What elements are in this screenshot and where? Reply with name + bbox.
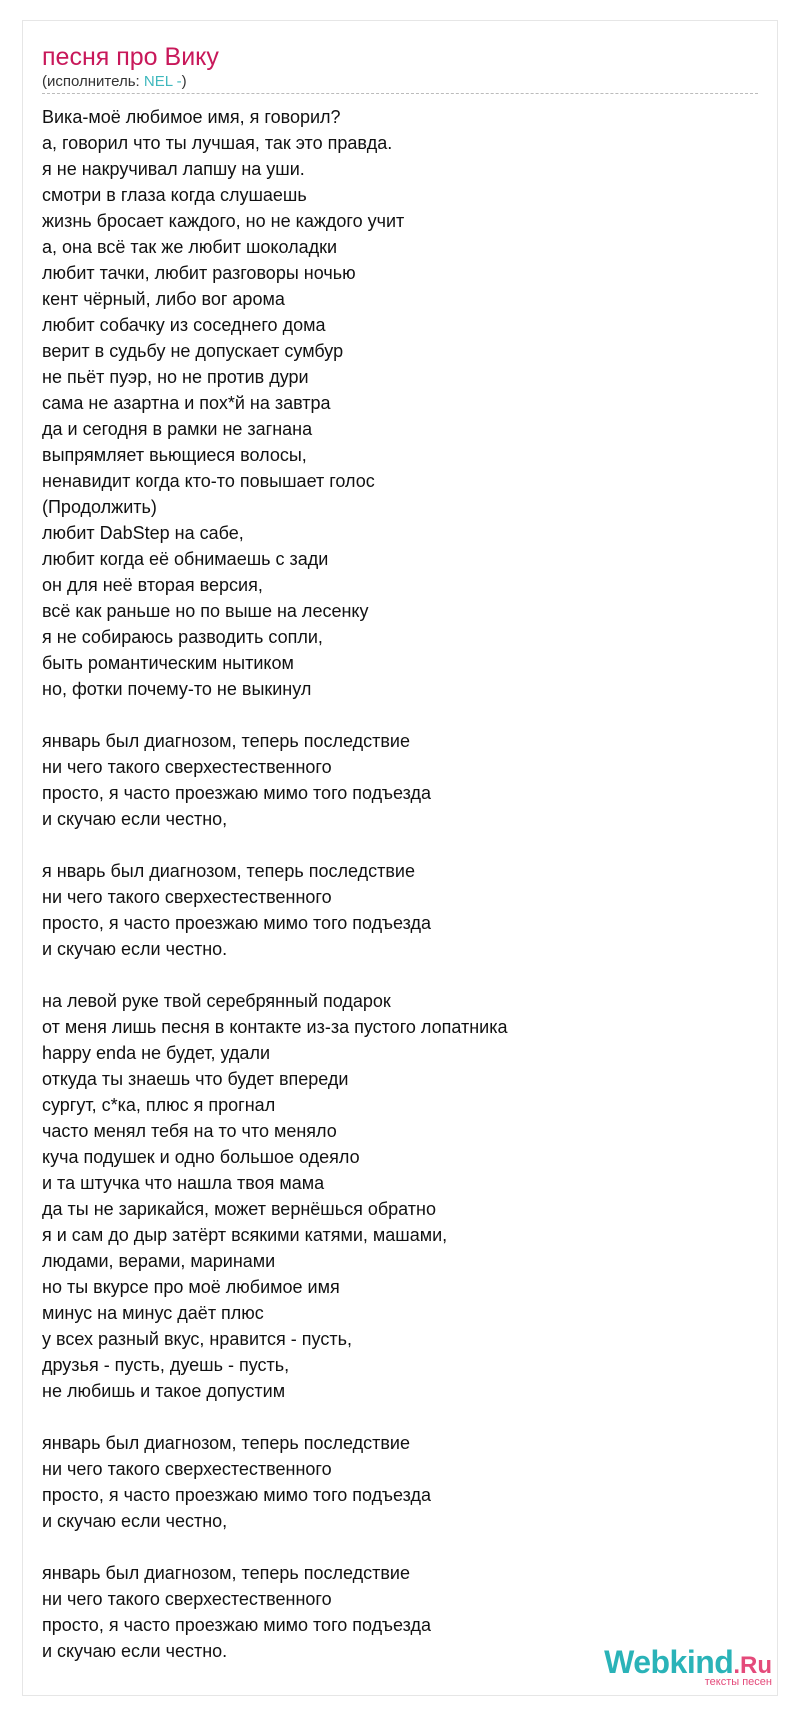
- lyrics-line: любит собачку из соседнего дома: [42, 315, 326, 335]
- lyrics-line: но ты вкурсе про моё любимое имя: [42, 1277, 340, 1297]
- lyrics-line: а, она всё так же любит шоколадки: [42, 237, 338, 257]
- lyrics-line: а, говорил что ты лучшая, так это правда.: [42, 133, 393, 153]
- lyrics-line: верит в судьбу не допускает сумбур: [42, 341, 344, 361]
- artist-suffix: ): [181, 73, 187, 90]
- lyrics-stanza: [42, 1430, 742, 1534]
- lyrics-line: я и сам до дыр затёрт всякими катями, машами,: [42, 1225, 448, 1245]
- lyrics-line: кент чёрный, либо вог арома: [42, 289, 285, 309]
- lyrics-stanza: [42, 104, 742, 702]
- lyrics-line: ни чего такого сверхестественного: [42, 1589, 332, 1609]
- lyrics-line: быть романтическим нытиком: [42, 653, 294, 673]
- lyrics-line: куча подушек и одно большое одеяло: [42, 1147, 360, 1167]
- artist-link[interactable]: NEL -: [143, 73, 182, 90]
- lyrics-line: выпрямляет вьющиеся волосы,: [42, 445, 307, 465]
- lyrics-line: не пьёт пуэр, но не против дури: [42, 367, 309, 387]
- lyrics-line: просто, я часто проезжаю мимо того подъезда: [42, 913, 431, 933]
- lyrics-line: и та штучка что нашла твоя мама: [42, 1173, 325, 1193]
- artist-prefix: (исполнитель:: [42, 73, 144, 90]
- lyrics-line: и скучаю если честно.: [42, 939, 228, 959]
- lyrics-line: не любишь и такое допустим: [42, 1381, 286, 1401]
- lyrics-line: но, фотки почему-то не выкинул: [42, 679, 312, 699]
- lyrics-line: ни чего такого сверхестественного: [42, 1459, 332, 1479]
- lyrics-line: я не накручивал лапшу на уши.: [42, 159, 305, 179]
- lyrics-line: да ты не зарикайся, может вернёшься обратно: [42, 1199, 436, 1219]
- lyrics-body: [42, 104, 742, 1664]
- lyrics-line: просто, я часто проезжаю мимо того подъезда: [42, 783, 431, 803]
- header-separator: [42, 93, 758, 94]
- lyrics-line: сама не азартна и пох*й на завтра: [42, 393, 331, 413]
- watermark-tagline: тексты песен: [704, 1676, 772, 1688]
- watermark-brand: Webkind: [604, 1644, 734, 1680]
- lyrics-line: от меня лишь песня в контакте из-за пустого лопатника: [42, 1017, 508, 1037]
- lyrics-line: happy enda не будет, удали: [42, 1043, 270, 1063]
- site-watermark: [572, 1644, 772, 1686]
- watermark-tld: .Ru: [733, 1652, 772, 1679]
- lyrics-line: и скучаю если честно,: [42, 809, 228, 829]
- lyrics-line: любит DabStep на сабе,: [42, 523, 244, 543]
- lyrics-line: сургут, с*ка, плюс я прогнал: [42, 1095, 276, 1115]
- lyrics-line: всё как раньше но по выше на лесенку: [42, 601, 369, 621]
- lyrics-line: январь был диагнозом, теперь последствие: [42, 1563, 410, 1583]
- lyrics-line: у всех разный вкус, нравится - пусть,: [42, 1329, 352, 1349]
- lyrics-stanza: [42, 858, 742, 962]
- lyrics-line: и скучаю если честно,: [42, 1511, 228, 1531]
- lyrics-line: минус на минус даёт плюс: [42, 1303, 264, 1323]
- lyrics-line: откуда ты знаешь что будет впереди: [42, 1069, 349, 1089]
- lyrics-line: он для неё вторая версия,: [42, 575, 263, 595]
- lyrics-line: ни чего такого сверхестественного: [42, 887, 332, 907]
- lyrics-line: Вика-моё любимое имя, я говорил?: [42, 107, 341, 127]
- lyrics-line: я нварь был диагнозом, теперь последствие: [42, 861, 415, 881]
- lyrics-stanza: [42, 728, 742, 832]
- lyrics-line: людами, верами, маринами: [42, 1251, 276, 1271]
- lyrics-line: январь был диагнозом, теперь последствие: [42, 1433, 410, 1453]
- lyrics-stanza: [42, 988, 742, 1404]
- lyrics-line: январь был диагнозом, теперь последствие: [42, 731, 410, 751]
- lyrics-line: (Продолжить): [42, 497, 157, 517]
- lyrics-line: и скучаю если честно.: [42, 1641, 228, 1661]
- song-title: песня про Вику: [42, 43, 219, 71]
- lyrics-line: друзья - пусть, дуешь - пусть,: [42, 1355, 290, 1375]
- lyrics-line: часто менял тебя на то что меняло: [42, 1121, 337, 1141]
- lyrics-line: ни чего такого сверхестественного: [42, 757, 332, 777]
- lyrics-line: смотри в глаза когда слушаешь: [42, 185, 307, 205]
- lyrics-line: ненавидит когда кто-то повышает голос: [42, 471, 375, 491]
- artist-line: [42, 72, 187, 92]
- lyrics-line: любит когда её обнимаешь с зади: [42, 549, 329, 569]
- lyrics-line: просто, я часто проезжаю мимо того подъезда: [42, 1615, 431, 1635]
- lyrics-line: любит тачки, любит разговоры ночью: [42, 263, 356, 283]
- lyrics-line: жизнь бросает каждого, но не каждого учит: [42, 211, 405, 231]
- lyrics-line: просто, я часто проезжаю мимо того подъезда: [42, 1485, 431, 1505]
- lyrics-line: на левой руке твой серебрянный подарок: [42, 991, 391, 1011]
- lyrics-line: да и сегодня в рамки не загнана: [42, 419, 313, 439]
- lyrics-line: я не собираюсь разводить сопли,: [42, 627, 323, 647]
